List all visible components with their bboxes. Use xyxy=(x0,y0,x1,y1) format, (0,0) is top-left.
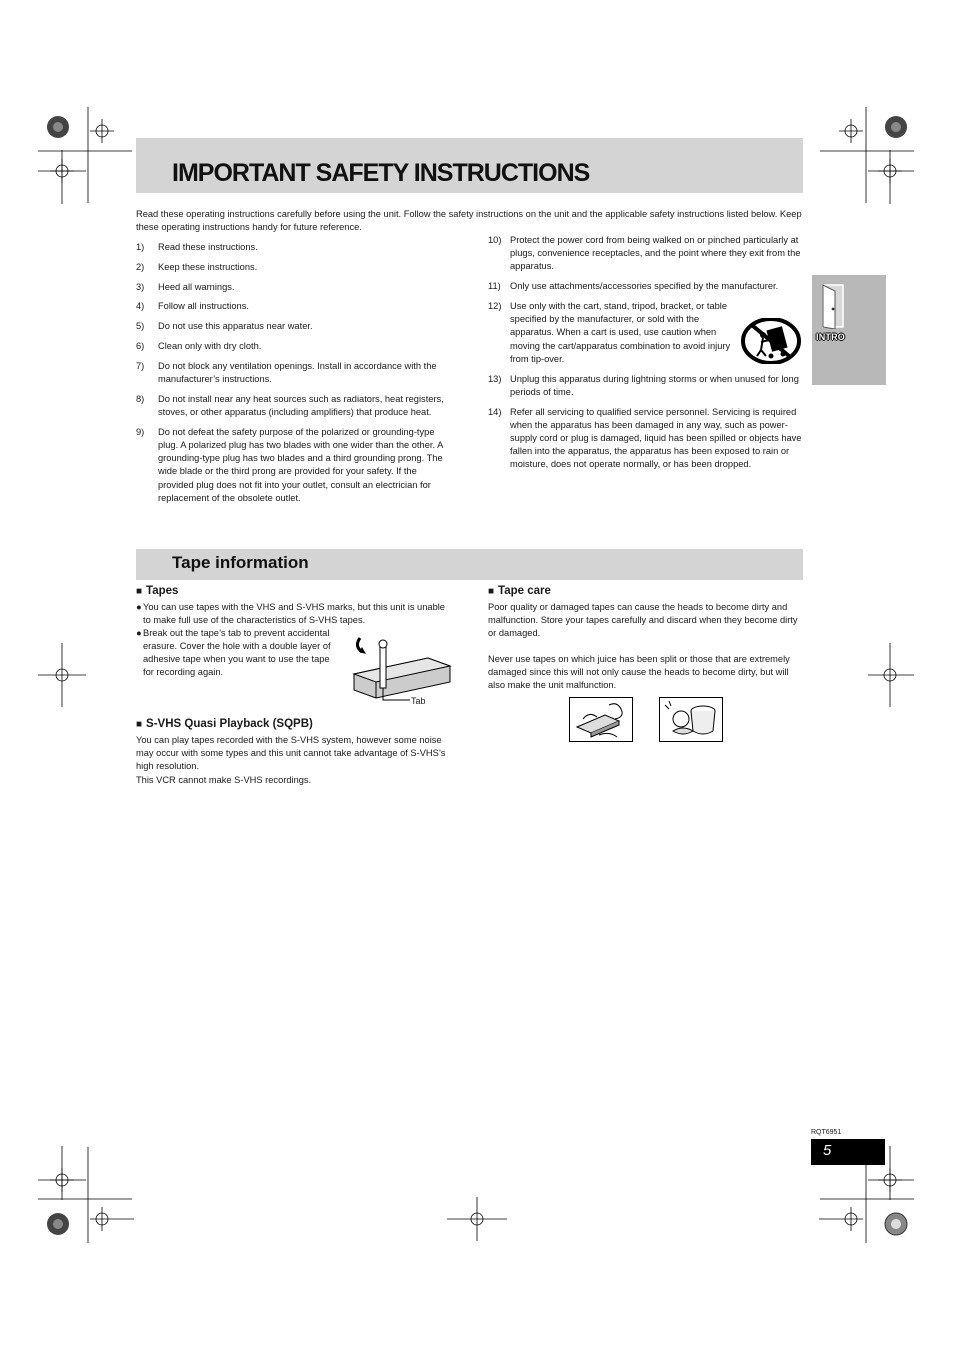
list-item: 14) Refer all servicing to qualified service personnel. Servicing is required when the apparatus has been damaged in any way, such as power-supply cord or plug is damaged, liquid has been spilled or objects have fallen into the apparatus, the apparatus has been exposed to rain or moisture, does not operate normally, or has been dropped. xyxy=(488,406,802,470)
tapes-bullet-1: ● You can use tapes with the VHS and S-VHS marks, but this unit is unable to make full use of the characteristics of S-VHS tapes. xyxy=(136,602,445,625)
sqpb-heading: ■ S-VHS Quasi Playback (SQPB) xyxy=(136,718,313,730)
door-icon xyxy=(820,283,846,329)
list-item: 8) Do not install near any heat sources such as radiators, heat registers, stoves, or other apparatus (including amplifiers) that produce heat. xyxy=(136,393,444,417)
list-item: 7) Do not block any ventilation openings. Install in accordance with the manufacturer’s instructions. xyxy=(136,360,437,384)
sqpb-text: You can play tapes recorded with the S-VHS system, however some noise may occur with some types and this unit cannot take advantage of S-VHS’s high resolution. xyxy=(136,735,446,771)
list-item: 2) Keep these instructions. xyxy=(136,261,258,272)
tab-label: Tab xyxy=(411,696,426,706)
tape-care-text-2: Never use tapes on which juice has been split or those that are extremely damaged since this will not only cause the heads to become dirty, but will also make the unit malfunction. xyxy=(488,654,790,690)
page-number: 5 xyxy=(823,1142,832,1159)
damaged-tape-illustration xyxy=(569,697,633,742)
square-bullet-icon: ■ xyxy=(488,586,495,597)
tapes-bullet-2: ● Break out the tape’s tab to prevent accidental erasure. Cover the hole with a double layer of adhesive tape when you want to use the tape for recording again. xyxy=(136,628,331,677)
sqpb-note: This VCR cannot make S-VHS recordings. xyxy=(136,775,312,785)
juice-spill-illustration xyxy=(659,697,723,742)
page-number-box xyxy=(811,1139,885,1165)
instructions-list-left xyxy=(136,241,452,512)
list-item: 10) Protect the power cord from being walked on or pinched particularly at plugs, convenience receptacles, and the point where they exit from the apparatus. xyxy=(488,235,801,272)
list-item: 13) Unplug this apparatus during lightning storms or when unused for long periods of time. xyxy=(488,373,799,397)
list-item: 12) Use only with the cart, stand, tripod, bracket, or table specified by the manufacturer, or sold with the apparatus. When a cart is used, use caution when moving the cart/apparatus combination to avoid injury from tip-over. xyxy=(488,301,731,364)
square-bullet-icon: ■ xyxy=(136,719,143,730)
list-item: 5) Do not use this apparatus near water. xyxy=(136,321,313,332)
page-title: IMPORTANT SAFETY INSTRUCTIONS xyxy=(172,159,590,187)
vhs-tape-tab-illustration xyxy=(350,632,454,704)
list-item: 11) Only use attachments/accessories specified by the manufacturer. xyxy=(488,281,779,292)
intro-label: INTRO xyxy=(816,332,845,342)
list-item: 4) Follow all instructions. xyxy=(136,301,249,312)
list-item: 6) Clean only with dry cloth. xyxy=(136,340,262,351)
cart-warning-icon xyxy=(741,318,801,364)
list-item: 3) Heed all warnings. xyxy=(136,281,235,292)
list-item: 9) Do not defeat the safety purpose of the polarized or grounding-type plug. A polarized plug has two blades with one wider than the other. A grounding-type plug has two blades and a third grounding prong. The wide blade or the third prong are provided for your safety. If the provided plug does not fit into your outlet, consult an electrician for replacement of the obsolete outlet. xyxy=(136,426,443,503)
title-banner xyxy=(136,138,803,193)
document-code: RQT6951 xyxy=(811,1129,842,1136)
tape-care-heading: ■ Tape care xyxy=(488,585,551,597)
tapes-heading: ■ Tapes xyxy=(136,585,179,597)
list-item: 1) Read these instructions. xyxy=(136,242,258,252)
section-title: Tape information xyxy=(172,553,309,572)
intro-paragraph: Read these operating instructions carefully before using the unit. Follow the safety instructions on the unit and the applicable safety instructions listed below. Keep these operating instructions handy for future reference. xyxy=(136,209,802,232)
tape-info-banner xyxy=(136,549,803,580)
tape-care-text-1: Poor quality or damaged tapes can cause the heads to become dirty and malfunction. Store your tapes carefully and discard when they become dirty or damaged. xyxy=(488,602,798,638)
intro-side-tab xyxy=(812,275,886,385)
square-bullet-icon: ■ xyxy=(136,586,143,597)
